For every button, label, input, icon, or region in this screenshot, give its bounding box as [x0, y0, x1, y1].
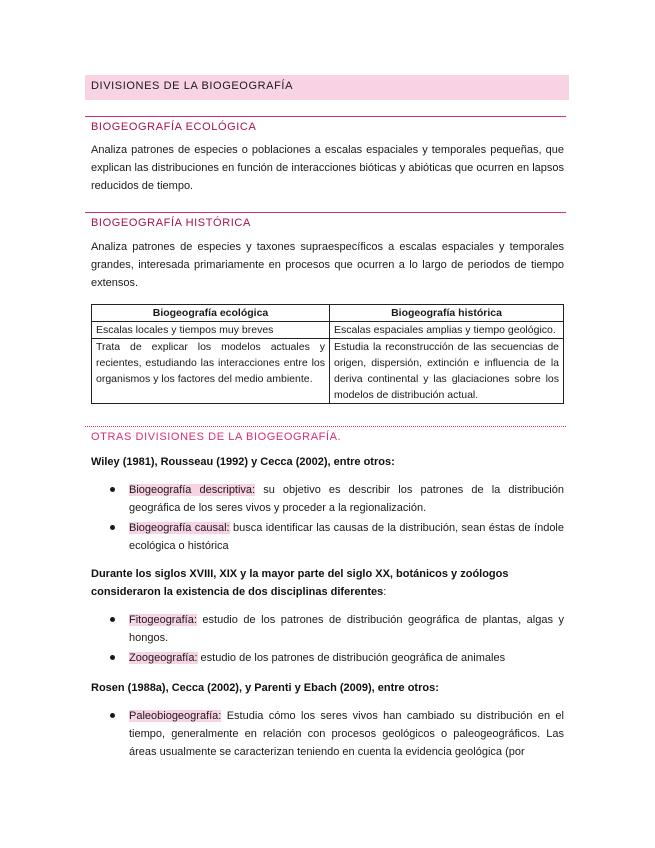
- page-title: DIVISIONES DE LA BIOGEOGRAFÍA: [85, 75, 569, 100]
- list-item: [110, 649, 564, 667]
- section-divider: [85, 116, 566, 117]
- group2-title-colon: :: [383, 586, 387, 598]
- list-item: [110, 481, 564, 517]
- table-cell: Escalas locales y tiempos muy breves: [92, 322, 330, 339]
- group2-title: [91, 565, 566, 601]
- term-highlight: Biogeografía descriptiva:: [129, 484, 256, 496]
- table-row: [92, 322, 564, 339]
- table-row: [92, 339, 564, 404]
- list-item: [110, 611, 564, 647]
- table-header-ecological: Biogeografía ecológica: [92, 305, 330, 322]
- group1-title: Wiley (1981), Rousseau (1992) y Cecca (2002), entre otros:: [91, 456, 395, 468]
- term-description: estudio de los patrones de distribución geográfica de animales: [197, 652, 506, 664]
- table-header-row: [92, 305, 564, 322]
- comparison-table: [91, 304, 564, 404]
- historical-text: Analiza patrones de especies y taxones supraespecíficos a escalas espaciales y temporales grandes, interesada primariamente en procesos que ocurren a lo largo de periodos de tiempo extensos.: [91, 241, 564, 289]
- section-divider: [85, 212, 566, 213]
- bullet-icon: [110, 617, 115, 622]
- group3-title: Rosen (1988a), Cecca (2002), y Parenti y Ebach (2009), entre otros:: [91, 682, 439, 694]
- ecological-heading: BIOGEOGRAFÍA ECOLÓGICA: [91, 121, 257, 133]
- bullet-icon: [110, 713, 115, 718]
- table-cell: Trata de explicar los modelos actuales y recientes, estudiando las interacciones entre los organismos y los factores del medio ambiente.: [92, 339, 330, 404]
- group1-list: [110, 481, 564, 557]
- term-highlight: Paleobiogeografía:: [129, 710, 222, 722]
- bullet-icon: [110, 655, 115, 660]
- group2-list: [110, 611, 564, 669]
- historical-heading: BIOGEOGRAFÍA HISTÓRICA: [91, 217, 251, 229]
- table-cell: Escalas espaciales amplias y tiempo geológico.: [330, 322, 564, 339]
- term-highlight: Fitogeografía:: [129, 614, 197, 626]
- term-highlight: Biogeografía causal:: [129, 522, 230, 534]
- other-divisions-heading: OTRAS DIVISIONES DE LA BIOGEOGRAFÍA.: [91, 431, 342, 443]
- group3-list: [110, 707, 564, 763]
- term-description: su objetivo es describir los patrones de la distribución geográfica de los seres vivos y proceder a la regionalización.: [129, 484, 564, 514]
- section-divider: [85, 426, 566, 427]
- list-item: [110, 707, 564, 761]
- term-highlight: Zoogeografía:: [129, 652, 198, 664]
- table-cell: Estudia la reconstrucción de las secuencias de origen, dispersión, extinción e influencia de la deriva continental y las glaciaciones sobre los modelos de distribución actual.: [330, 339, 564, 404]
- term-description: estudio de los patrones de distribución geográfica de plantas, algas y hongos.: [129, 614, 564, 644]
- term-description: Estudia cómo los seres vivos han cambiado su distribución en el tiempo, generalmente en relación con procesos geológicos o paleogeográficos. Las áreas usualmente se caracterizan teniendo en cuenta la evidencia geológica (por: [129, 710, 564, 758]
- list-item: [110, 519, 564, 555]
- group2-title-text: Durante los siglos XVIII, XIX y la mayor parte del siglo XX, botánicos y zoólogos consideraron la existencia de dos disciplinas diferentes: [91, 568, 509, 598]
- bullet-icon: [110, 487, 115, 492]
- bullet-icon: [110, 525, 115, 530]
- table-header-historical: Biogeografía histórica: [330, 305, 564, 322]
- term-description: busca identificar las causas de la distribución, sean éstas de índole ecológica o histórica: [129, 522, 564, 552]
- ecological-text: Analiza patrones de especies o poblaciones a escalas espaciales y temporales pequeñas, que explican las distribuciones en función de interacciones bióticas y abióticas que ocurren en lapsos reducidos de tiempo.: [91, 144, 564, 192]
